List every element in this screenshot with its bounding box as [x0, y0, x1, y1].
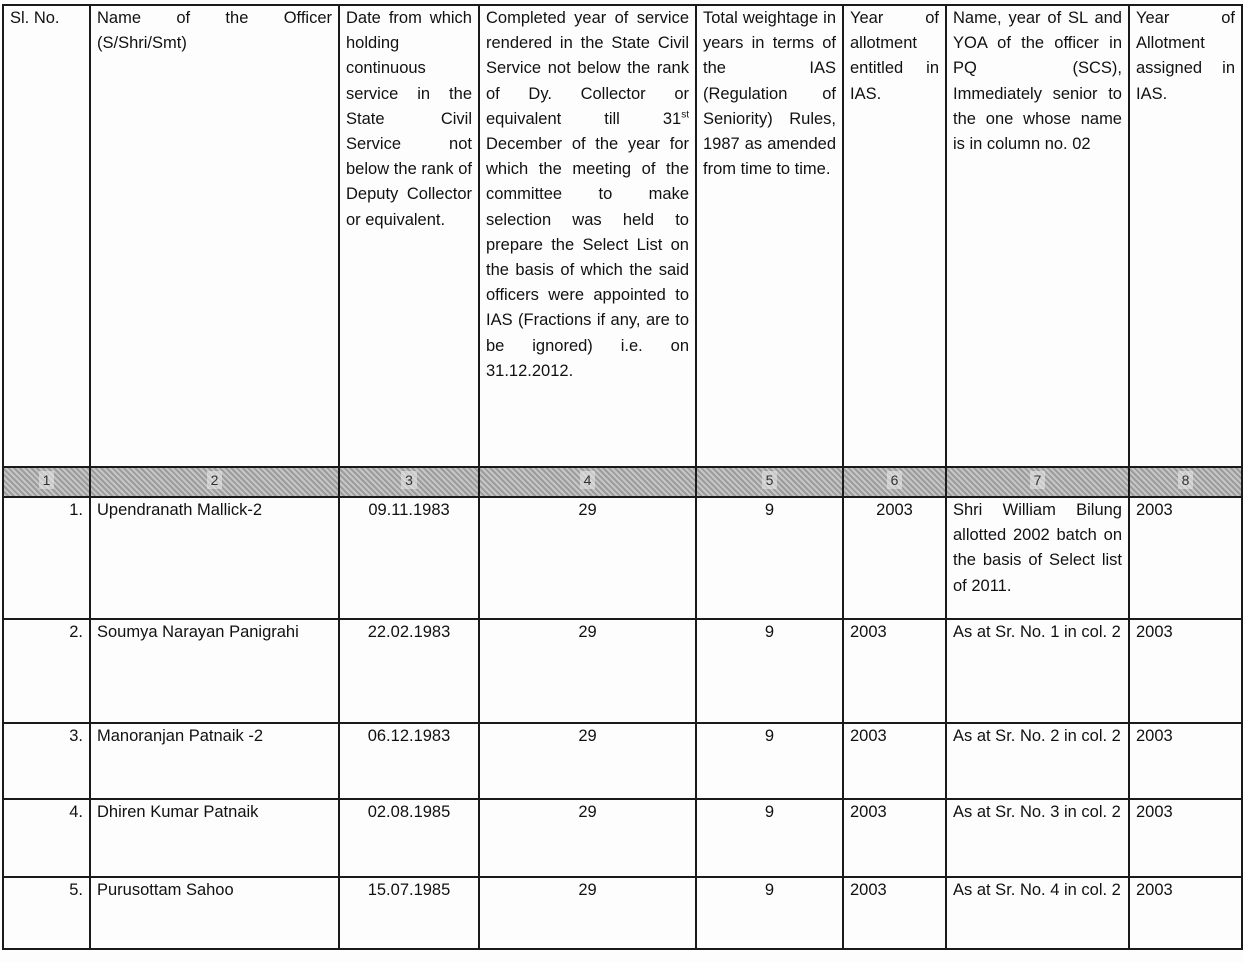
row-senior-officer: As at Sr. No. 1 in col. 2 — [946, 619, 1129, 723]
column-number-label: 1 — [39, 471, 55, 489]
table-row — [3, 877, 1242, 949]
row-yoa-assigned: 2003 — [1129, 799, 1242, 877]
row-service-date: 09.11.1983 — [339, 497, 479, 619]
table-row — [3, 619, 1242, 723]
header-completed-years-part1: Completed year of service rendered in the State Civil Service not below the rank of Dy. Collector or equivalent till 31 — [486, 9, 689, 128]
column-number — [3, 467, 90, 497]
header-sl-no: Sl. No. — [3, 5, 90, 467]
row-completed-years: 29 — [479, 619, 696, 723]
row-officer-name: Purusottam Sahoo — [90, 877, 339, 949]
row-yoa-entitled: 2003 — [843, 799, 946, 877]
row-senior-officer: As at Sr. No. 4 in col. 2 — [946, 877, 1129, 949]
row-completed-years: 29 — [479, 497, 696, 619]
header-completed-years-part2: December of the year for which the meeting of the committee to make selection was held to prepare the Select List on the basis of which the said officers were appointed to IAS (Fractions if any, are to be ignored) i.e. on 31.12.2012. — [486, 135, 689, 380]
row-completed-years: 29 — [479, 799, 696, 877]
header-completed-years-superscript: st — [681, 109, 689, 121]
column-number — [339, 467, 479, 497]
column-number-label: 2 — [207, 471, 223, 489]
row-yoa-entitled: 2003 — [843, 619, 946, 723]
row-weightage: 9 — [696, 497, 843, 619]
row-sl-no: 1. — [3, 497, 90, 619]
table-row — [3, 497, 1242, 619]
row-yoa-assigned: 2003 — [1129, 723, 1242, 799]
header-officer-name: Name of the Officer (S/Shri/Smt) — [90, 5, 339, 467]
column-number — [696, 467, 843, 497]
row-sl-no: 5. — [3, 877, 90, 949]
header-yoa-entitled: Year of allotment entitled in IAS. — [843, 5, 946, 467]
row-sl-no: 4. — [3, 799, 90, 877]
column-number-label: 8 — [1178, 471, 1194, 489]
table-row — [3, 723, 1242, 799]
column-number — [479, 467, 696, 497]
row-officer-name: Soumya Narayan Panigrahi — [90, 619, 339, 723]
row-yoa-assigned: 2003 — [1129, 877, 1242, 949]
header-yoa-assigned: Year of Allotment assigned in IAS. — [1129, 5, 1242, 467]
allotment-table — [2, 4, 1243, 950]
header-row — [3, 5, 1242, 467]
row-service-date: 06.12.1983 — [339, 723, 479, 799]
row-service-date: 22.02.1983 — [339, 619, 479, 723]
column-number — [843, 467, 946, 497]
row-yoa-entitled: 2003 — [843, 497, 946, 619]
header-completed-years — [479, 5, 696, 467]
row-yoa-assigned: 2003 — [1129, 497, 1242, 619]
row-weightage: 9 — [696, 877, 843, 949]
header-date-continuous-service: Date from which holding continuous service in the State Civil Service not below the rank of Deputy Collector or equivalent. — [339, 5, 479, 467]
column-number — [946, 467, 1129, 497]
row-weightage: 9 — [696, 723, 843, 799]
row-service-date: 15.07.1985 — [339, 877, 479, 949]
row-senior-officer: As at Sr. No. 3 in col. 2 — [946, 799, 1129, 877]
column-number-label: 7 — [1030, 471, 1046, 489]
column-number — [1129, 467, 1242, 497]
row-senior-officer: As at Sr. No. 2 in col. 2 — [946, 723, 1129, 799]
row-completed-years: 29 — [479, 723, 696, 799]
row-officer-name: Dhiren Kumar Patnaik — [90, 799, 339, 877]
row-weightage: 9 — [696, 799, 843, 877]
column-number-label: 3 — [401, 471, 417, 489]
row-weightage: 9 — [696, 619, 843, 723]
row-completed-years: 29 — [479, 877, 696, 949]
header-senior-officer: Name, year of SL and YOA of the officer in PQ (SCS), Immediately senior to the one whose name is in column no. 02 — [946, 5, 1129, 467]
row-officer-name: Upendranath Mallick-2 — [90, 497, 339, 619]
table-row — [3, 799, 1242, 877]
column-number-label: 5 — [762, 471, 778, 489]
row-sl-no: 2. — [3, 619, 90, 723]
row-yoa-assigned: 2003 — [1129, 619, 1242, 723]
row-senior-officer: Shri William Bilung allotted 2002 batch on the basis of Select list of 2011. — [946, 497, 1129, 619]
row-officer-name: Manoranjan Patnaik -2 — [90, 723, 339, 799]
row-sl-no: 3. — [3, 723, 90, 799]
row-service-date: 02.08.1985 — [339, 799, 479, 877]
column-number-label: 6 — [887, 471, 903, 489]
column-number — [90, 467, 339, 497]
column-number-row — [3, 467, 1242, 497]
column-number-label: 4 — [580, 471, 596, 489]
row-yoa-entitled: 2003 — [843, 877, 946, 949]
header-total-weightage: Total weightage in years in terms of the IAS (Regulation of Seniority) Rules, 1987 as amended from time to time. — [696, 5, 843, 467]
row-yoa-entitled: 2003 — [843, 723, 946, 799]
